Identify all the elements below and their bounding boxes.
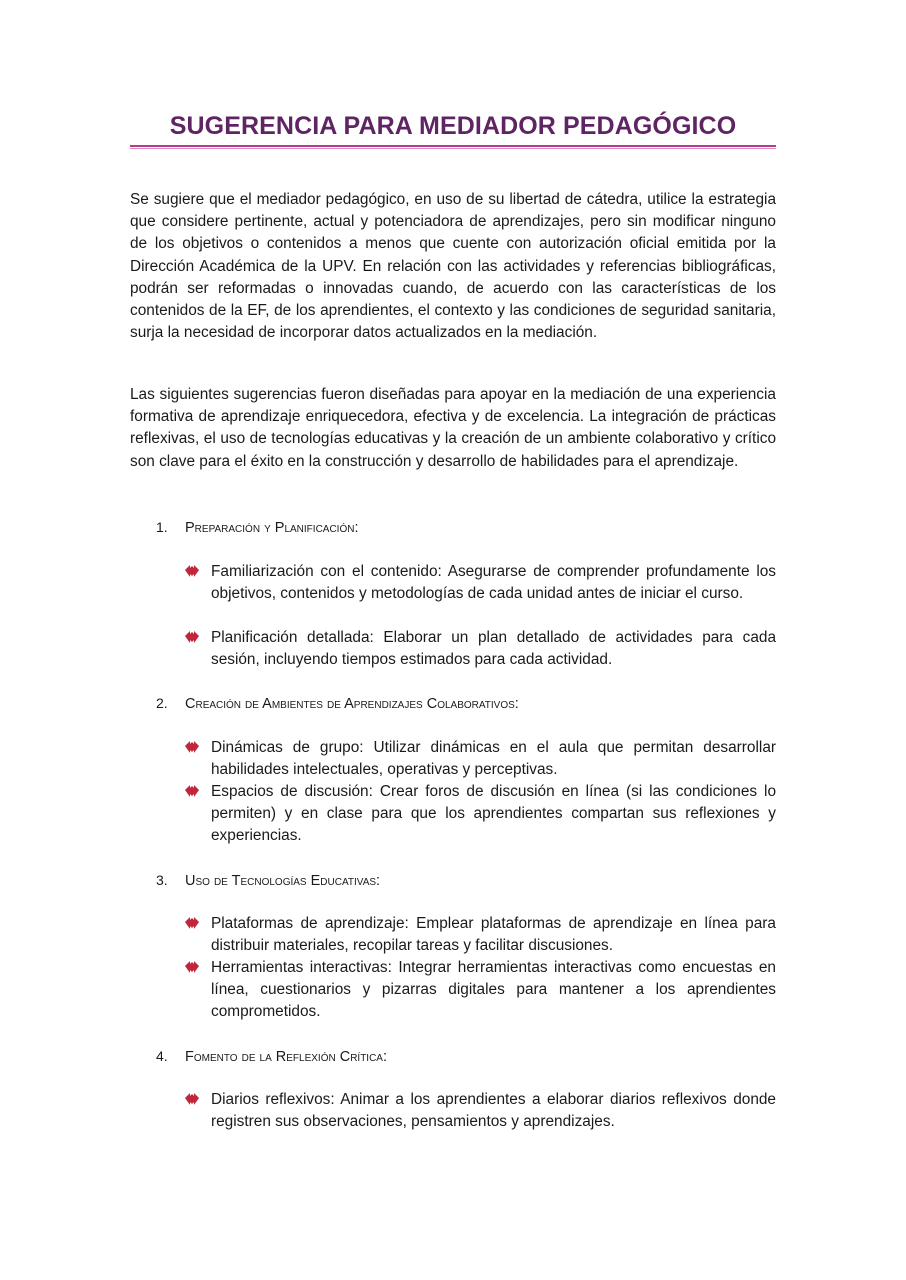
list-item xyxy=(184,913,776,957)
list-item xyxy=(184,627,776,671)
list-item xyxy=(184,737,776,781)
section-number: 2. xyxy=(156,695,168,711)
section-title: Creación de Ambientes de Aprendizajes Colaborativos: xyxy=(185,696,519,712)
section-number: 1. xyxy=(156,519,168,535)
list-item-text: Plataformas de aprendizaje: Emplear plataformas de aprendizaje en línea para distribuir materiales, recopilar tareas y facilitar discusiones. xyxy=(211,915,776,955)
section-title: Fomento de la Reflexión Crítica: xyxy=(185,1049,388,1065)
list-item-text: Herramientas interactivas: Integrar herramientas interactivas como encuestas en línea, cuestionarios y pizarras digitales para mantener a los aprendientes comprometidos. xyxy=(211,959,776,1021)
list-item xyxy=(184,957,776,1024)
page-title: SUGERENCIA PARA MEDIADOR PEDAGÓGICO xyxy=(169,112,737,140)
list-item-text: Dinámicas de grupo: Utilizar dinámicas en el aula que permitan desarrollar habilidades intelectuales, operativas y perceptivas. xyxy=(211,739,776,779)
bullet-icon xyxy=(184,784,200,798)
bullet-icon xyxy=(184,630,200,644)
title-underline-thin xyxy=(130,148,776,149)
section-title: Preparación y Planificación: xyxy=(185,520,359,536)
section-heading xyxy=(156,870,776,891)
bullet-icon xyxy=(184,916,200,930)
list-item-text: Diarios reflexivos: Animar a los aprendientes a elaborar diarios reflexivos donde registren sus observaciones, pensamientos y aprendizajes. xyxy=(211,1091,776,1131)
list-item-text: Planificación detallada: Elaborar un plan detallado de actividades para cada sesión, incluyendo tiempos estimados para cada actividad. xyxy=(211,629,776,669)
title-underline xyxy=(130,145,776,147)
section-title: Uso de Tecnologías Educativas: xyxy=(185,873,381,889)
section-heading xyxy=(156,1046,776,1067)
section-number: 3. xyxy=(156,872,168,888)
section-heading xyxy=(156,517,776,538)
section-number: 4. xyxy=(156,1048,168,1064)
bullet-icon xyxy=(184,564,200,578)
list-item xyxy=(184,561,776,605)
bullet-icon xyxy=(184,740,200,754)
list-item xyxy=(184,1089,776,1133)
list-item-text: Espacios de discusión: Crear foros de discusión en línea (si las condiciones lo permiten) y en clase para que los aprendientes compartan sus reflexiones y experiencias. xyxy=(211,783,776,845)
list-item-text: Familiarización con el contenido: Asegurarse de comprender profundamente los objetivos, contenidos y metodologías de cada unidad antes de iniciar el curso. xyxy=(211,563,776,603)
intro-paragraph: Se sugiere que el mediador pedagógico, en uso de su libertad de cátedra, utilice la estrategia que considere pertinente, actual y potenciadora de aprendizajes, pero sin modificar ninguno de los objetivos o contenidos a menos que cuente con autorización oficial emitida por la Dirección Académica de la UPV. En relación con las actividades y referencias bibliográficas, podrán ser reformadas o innovadas cuando, de acuerdo con las características de los contenidos de la EF, de los aprendientes, el contexto y las condiciones de seguridad sanitaria, surja la necesidad de incorporar datos actualizados en la mediación. xyxy=(130,191,776,342)
list-item xyxy=(184,781,776,848)
section-heading xyxy=(156,693,776,714)
bullet-icon xyxy=(184,960,200,974)
purpose-paragraph: Las siguientes sugerencias fueron diseñadas para apoyar en la mediación de una experiencia formativa de aprendizaje enriquecedora, efectiva y de excelencia. La integración de prácticas reflexivas, el uso de tecnologías educativas y la creación de un ambiente colaborativo y crítico son clave para el éxito en la construcción y desarrollo de habilidades para el aprendizaje. xyxy=(130,386,776,470)
bullet-icon xyxy=(184,1092,200,1106)
